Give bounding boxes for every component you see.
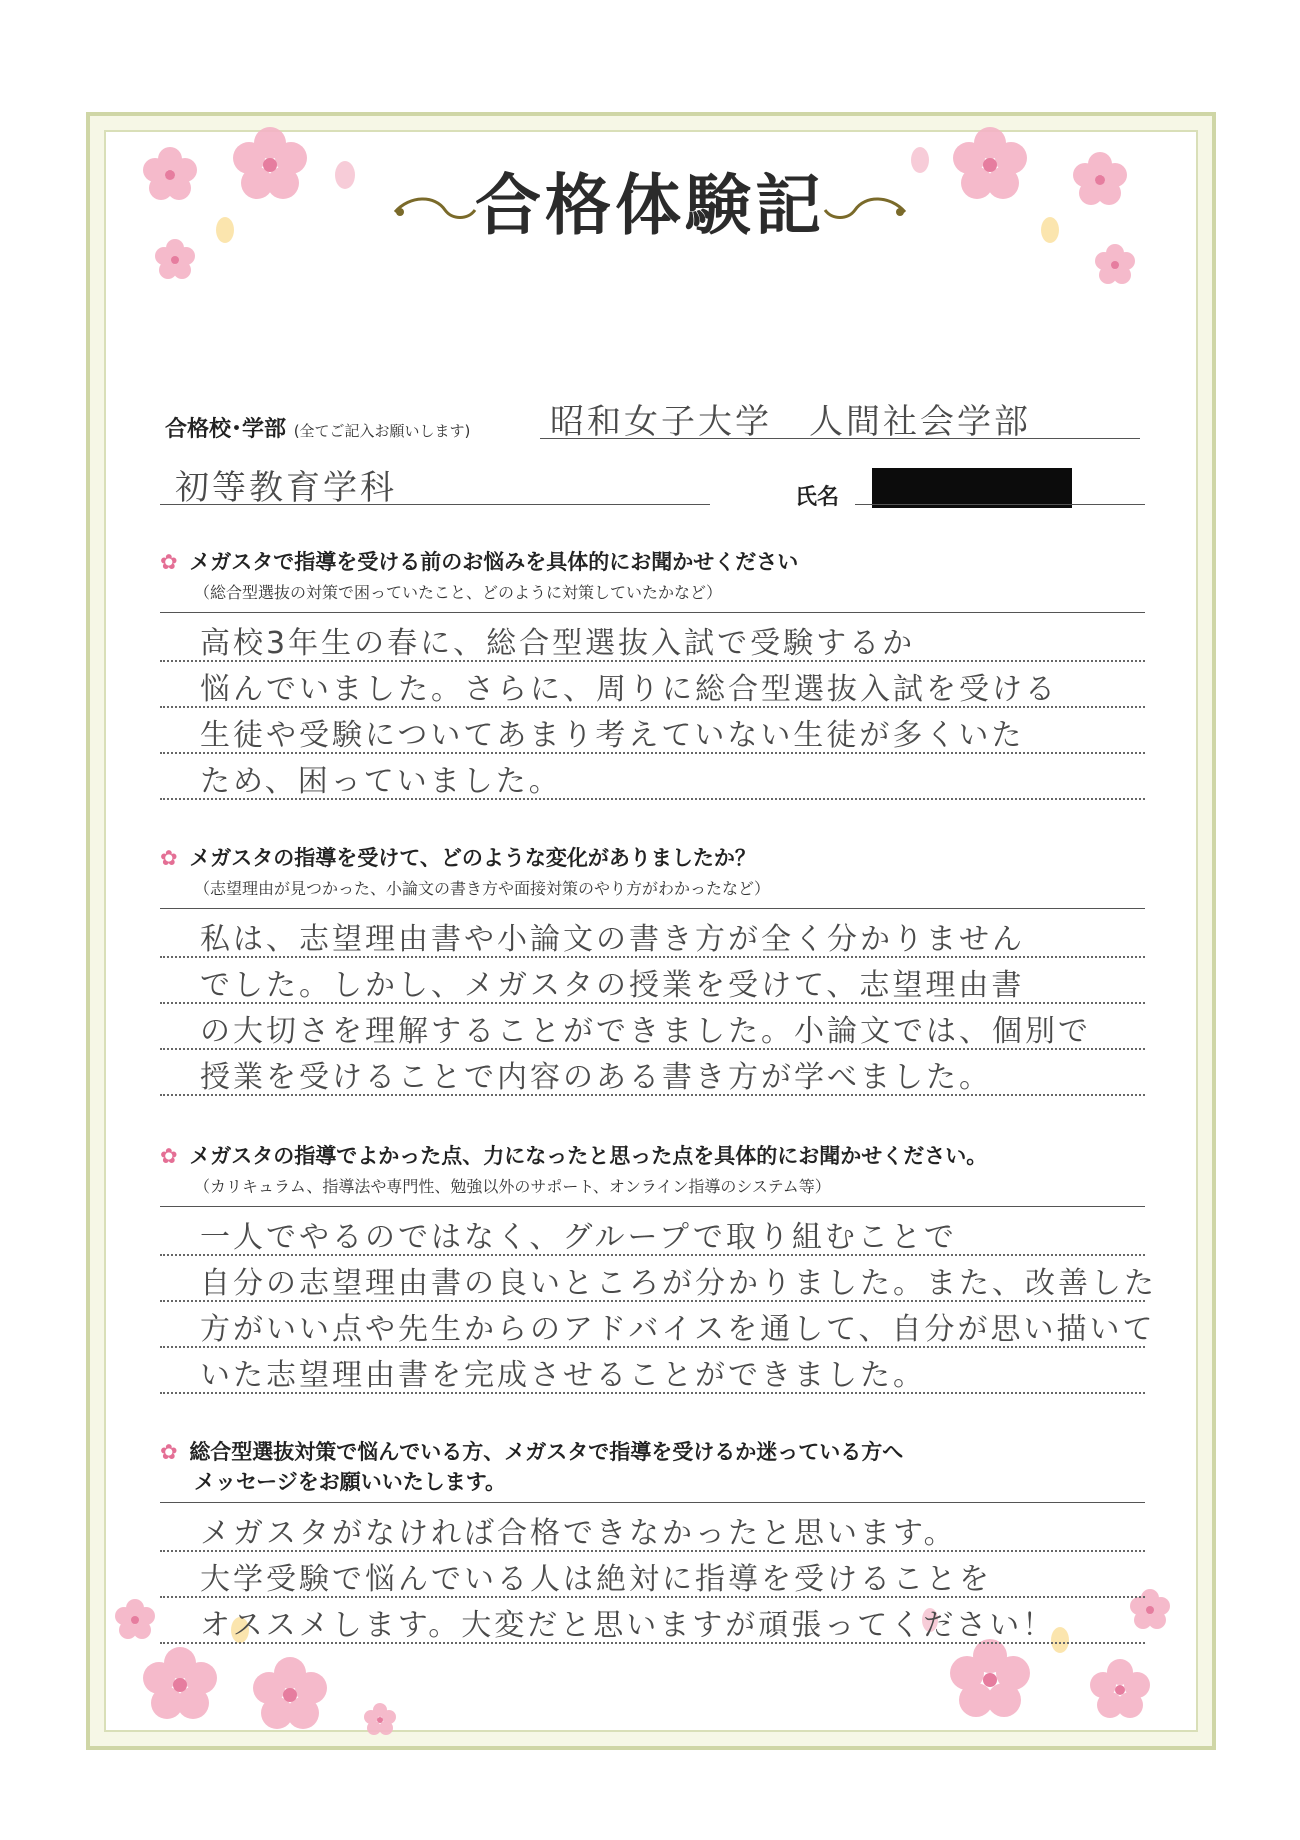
section-2-answer-line: でした。しかし、メガスタの授業を受けて、志望理由書 <box>200 968 1025 1003</box>
section-4-top-rule <box>160 1502 1145 1503</box>
school-field-value: 昭和女子大学 人間社会学部 <box>550 402 1031 442</box>
redacted-name-block <box>872 468 1072 508</box>
blossom-bullet-icon: ✿ <box>160 550 178 574</box>
section-2-answer-line: 授業を受けることで内容のある書き方が学べました。 <box>200 1060 992 1095</box>
section-4-answer-line: メガスタがなければ合格できなかったと思います。 <box>200 1516 957 1551</box>
cherry-blossom-decoration-top-left <box>120 120 380 290</box>
section-2-answer-line: の大切さを理解することができました。小論文では、個別で <box>200 1014 1091 1049</box>
department-field-underline <box>160 504 710 505</box>
blossom-bullet-icon: ✿ <box>160 1144 178 1168</box>
section-1-answer-line: 生徒や受験についてあまり考えていない生徒が多くいた <box>200 718 1025 753</box>
school-field-label: 合格校･学部 (全てご記入お願いします) <box>165 417 471 442</box>
section-1-dotted-line <box>160 706 1145 708</box>
section-2-dotted-line <box>160 1048 1145 1050</box>
section-1-note: （総合型選抜の対策で困っていたこと、どのように対策していたかなど） <box>194 583 723 602</box>
section-3-top-rule <box>160 1206 1145 1207</box>
section-1-top-rule <box>160 612 1145 613</box>
name-field-label: 氏名 <box>795 485 840 510</box>
section-3-answer-line: いた志望理由書を完成させることができました。 <box>200 1358 926 1393</box>
section-2-answer-line: 私は、志望理由書や小論文の書き方が全く分かりません <box>200 922 1025 957</box>
section-2-top-rule <box>160 908 1145 909</box>
section-3-answer-line: 自分の志望理由書の良いところが分かりました。また、改善した <box>200 1266 1157 1301</box>
section-2-dotted-line <box>160 1002 1145 1004</box>
section-4-question: ✿ 総合型選抜対策で悩んでいる方、メガスタで指導を受けるか迷っている方へ <box>160 1440 904 1464</box>
section-1-dotted-line <box>160 752 1145 754</box>
section-4-question-line2: メッセージをお願いいたします。 <box>194 1470 507 1494</box>
section-4-dotted-line <box>160 1596 1145 1598</box>
school-field-underline <box>540 438 1140 439</box>
section-1-answer-line: 高校3年生の春に、総合型選抜入試で受験するか <box>200 626 916 661</box>
section-2-note: （志望理由が見つかった、小論文の書き方や面接対策のやり方がわかったなど） <box>194 879 771 898</box>
section-3-note: （カリキュラム、指導法や専門性、勉強以外のサポート、オンライン指導のシステム等） <box>194 1177 831 1196</box>
department-field-value: 初等教育学科 <box>175 468 397 508</box>
section-3-dotted-line <box>160 1300 1145 1302</box>
section-4-answer-line: 大学受験で悩んでいる人は絶対に指導を受けることを <box>200 1562 992 1597</box>
section-1-answer-line: ため、困っていました。 <box>200 764 562 799</box>
name-field-underline <box>855 504 1145 505</box>
page-title: 合格体験記 <box>475 166 825 244</box>
blossom-bullet-icon: ✿ <box>160 1440 178 1464</box>
section-1-dotted-line <box>160 660 1145 662</box>
section-2-dotted-line <box>160 956 1145 958</box>
section-1-question: ✿ メガスタで指導を受ける前のお悩みを具体的にお聞かせください <box>160 550 799 574</box>
section-4-dotted-line <box>160 1642 1145 1644</box>
section-3-dotted-line <box>160 1346 1145 1348</box>
section-3-dotted-line <box>160 1392 1145 1394</box>
school-field-note: (全てご記入お願いします) <box>293 422 471 440</box>
section-3-dotted-line <box>160 1254 1145 1256</box>
blossom-bullet-icon: ✿ <box>160 846 178 870</box>
section-2-question: ✿ メガスタの指導を受けて、どのような変化がありましたか？ <box>160 846 756 870</box>
section-1-answer-line: 悩んでいました。さらに、周りに総合型選抜入試を受ける <box>200 672 1058 707</box>
section-3-answer-line: 方がいい点や先生からのアドバイスを通して、自分が思い描いて <box>200 1312 1156 1347</box>
section-3-question: ✿ メガスタの指導でよかった点、力になったと思った点を具体的にお聞かせください。 <box>160 1144 988 1168</box>
flourish-right-icon <box>820 190 910 230</box>
cherry-blossom-decoration-top-right <box>900 120 1180 290</box>
section-3-answer-line: 一人でやるのではなく、グループで取り組むことで <box>200 1220 957 1255</box>
section-4-answer-line: オススメします。大変だと思いますが頑張ってください！ <box>200 1608 1056 1643</box>
section-4-dotted-line <box>160 1550 1145 1552</box>
section-1-dotted-line <box>160 798 1145 800</box>
section-2-dotted-line <box>160 1094 1145 1096</box>
